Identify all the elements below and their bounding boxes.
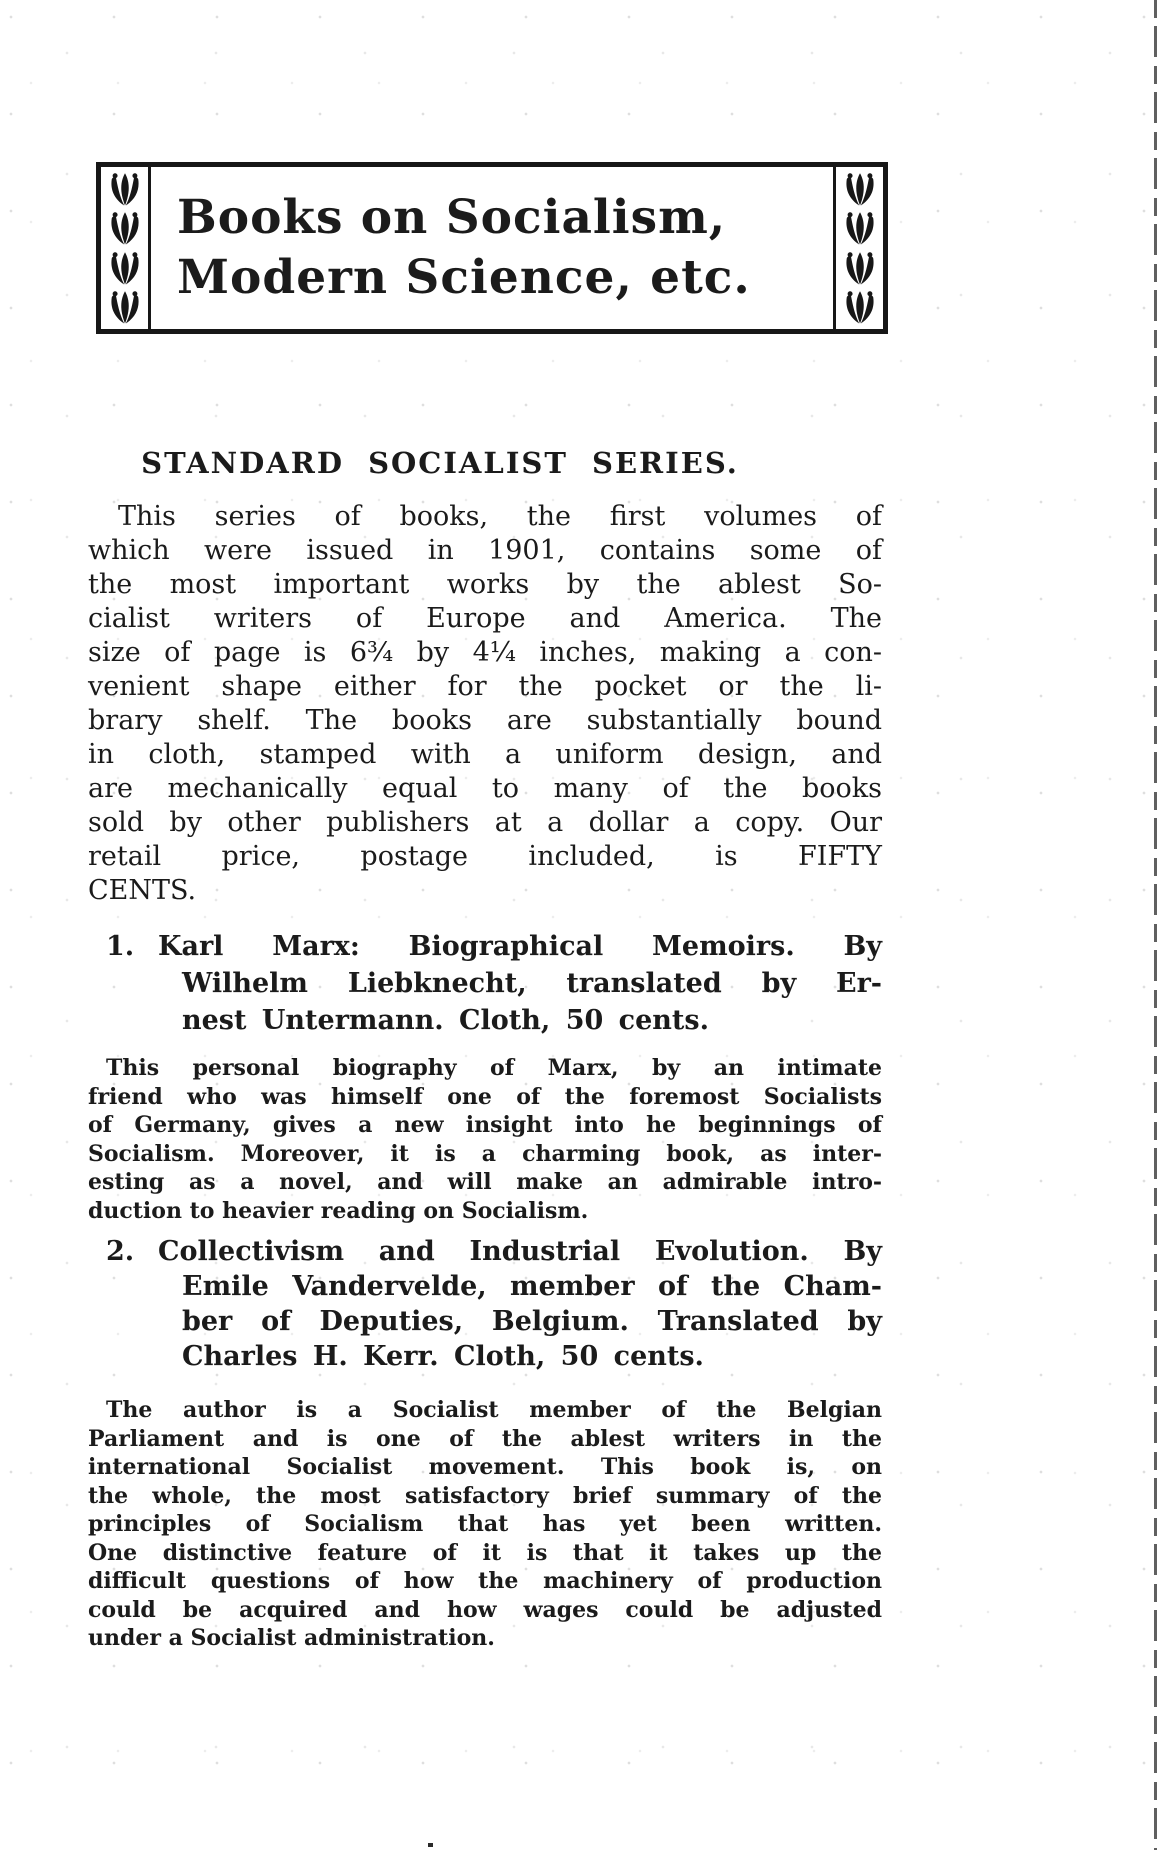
text-line: brary shelf. The books are substantially bound [88,705,882,736]
tulip-ornament-icon [106,209,144,247]
text-line: This series of books, the first volumes of [118,501,882,532]
tulip-ornament-icon [841,170,879,208]
header-title-line-1: Books on Socialism, [177,190,727,245]
book-item-1 [106,928,882,1039]
scan-speck [428,1843,433,1847]
item-title [158,1234,882,1374]
text-line: Parliament and is one of the ablest writers in the [88,1425,882,1452]
text-line: retail price, postage included, is FIFTY [88,841,882,872]
header-box [96,162,888,334]
text-line: Collectivism and Industrial Evolution. By [158,1236,882,1267]
text-line: under a Socialist administration. [88,1625,495,1651]
tulip-ornament-icon [841,249,879,287]
text-line: difficult questions of how the machinery of production [88,1568,882,1594]
text-line: friend who was himself one of the foremost Socialists [88,1083,882,1110]
text-line: are mechanically equal to many of the books [88,773,882,804]
tulip-ornament-icon [106,288,144,326]
tulip-ornament-icon [106,249,144,287]
text-line: One distinctive feature of it is that it takes up the [88,1539,882,1566]
text-line: international Socialist movement. This book is, on [88,1454,882,1480]
text-line: of Germany, gives a new insight into he beginnings of [88,1112,882,1138]
header-title [151,167,833,329]
item-number: 2. [106,1236,135,1267]
text-line: in cloth, stamped with a uniform design, and [88,739,882,770]
text-line: which were issued in 1901, contains some of [88,535,882,566]
book-item-2-description [88,1396,882,1653]
header-title-line-2: Modern Science, etc. [177,250,751,305]
book-item-1-description [88,1054,882,1225]
text-line: cialist writers of Europe and America. The [88,603,882,634]
text-line: the most important works by the ablest So- [88,569,882,600]
text-line: principles of Socialism that has yet been written. [88,1511,882,1537]
tulip-ornament-icon [841,209,879,247]
text-line: Charles H. Kerr. Cloth, 50 cents. [182,1341,704,1372]
text-line: Socialism. Moreover, it is a charming book, as inter- [88,1140,882,1167]
text-line: ber of Deputies, Belgium. Translated by [182,1306,882,1337]
text-line: Wilhelm Liebknecht, translated by Er- [182,968,882,999]
text-line: The author is a Socialist member of the Belgian [106,1397,882,1423]
text-line: This personal biography of Marx, by an intimate [106,1055,882,1081]
text-line: Karl Marx: Biographical Memoirs. By [158,931,882,962]
item-title [158,928,882,1039]
header-ornament-column-left [101,167,151,329]
book-item-2 [106,1234,882,1374]
header-ornament-column-right [833,167,883,329]
text-line: sold by other publishers at a dollar a copy. Our [88,807,882,838]
text-line: esting as a novel, and will make an admirable intro- [88,1169,882,1195]
tulip-ornament-icon [841,288,879,326]
item-number: 1. [106,931,135,962]
text-line: size of page is 6¾ by 4¼ inches, making a con- [88,637,882,668]
series-intro-paragraph [88,500,882,908]
text-line: the whole, the most satisfactory brief summary of the [88,1482,882,1509]
text-line: Emile Vandervelde, member of the Cham- [182,1271,882,1302]
text-line: CENTS. [88,875,197,906]
text-line: venient shape either for the pocket or the li- [88,671,882,702]
text-line: could be acquired and how wages could be adjusted [88,1596,882,1623]
tulip-ornament-icon [106,170,144,208]
text-line: nest Untermann. Cloth, 50 cents. [182,1005,710,1036]
scan-edge-artifact [1154,0,1157,1850]
text-line: duction to heavier reading on Socialism. [88,1197,589,1224]
series-heading: STANDARD SOCIALIST SERIES. [141,446,739,480]
